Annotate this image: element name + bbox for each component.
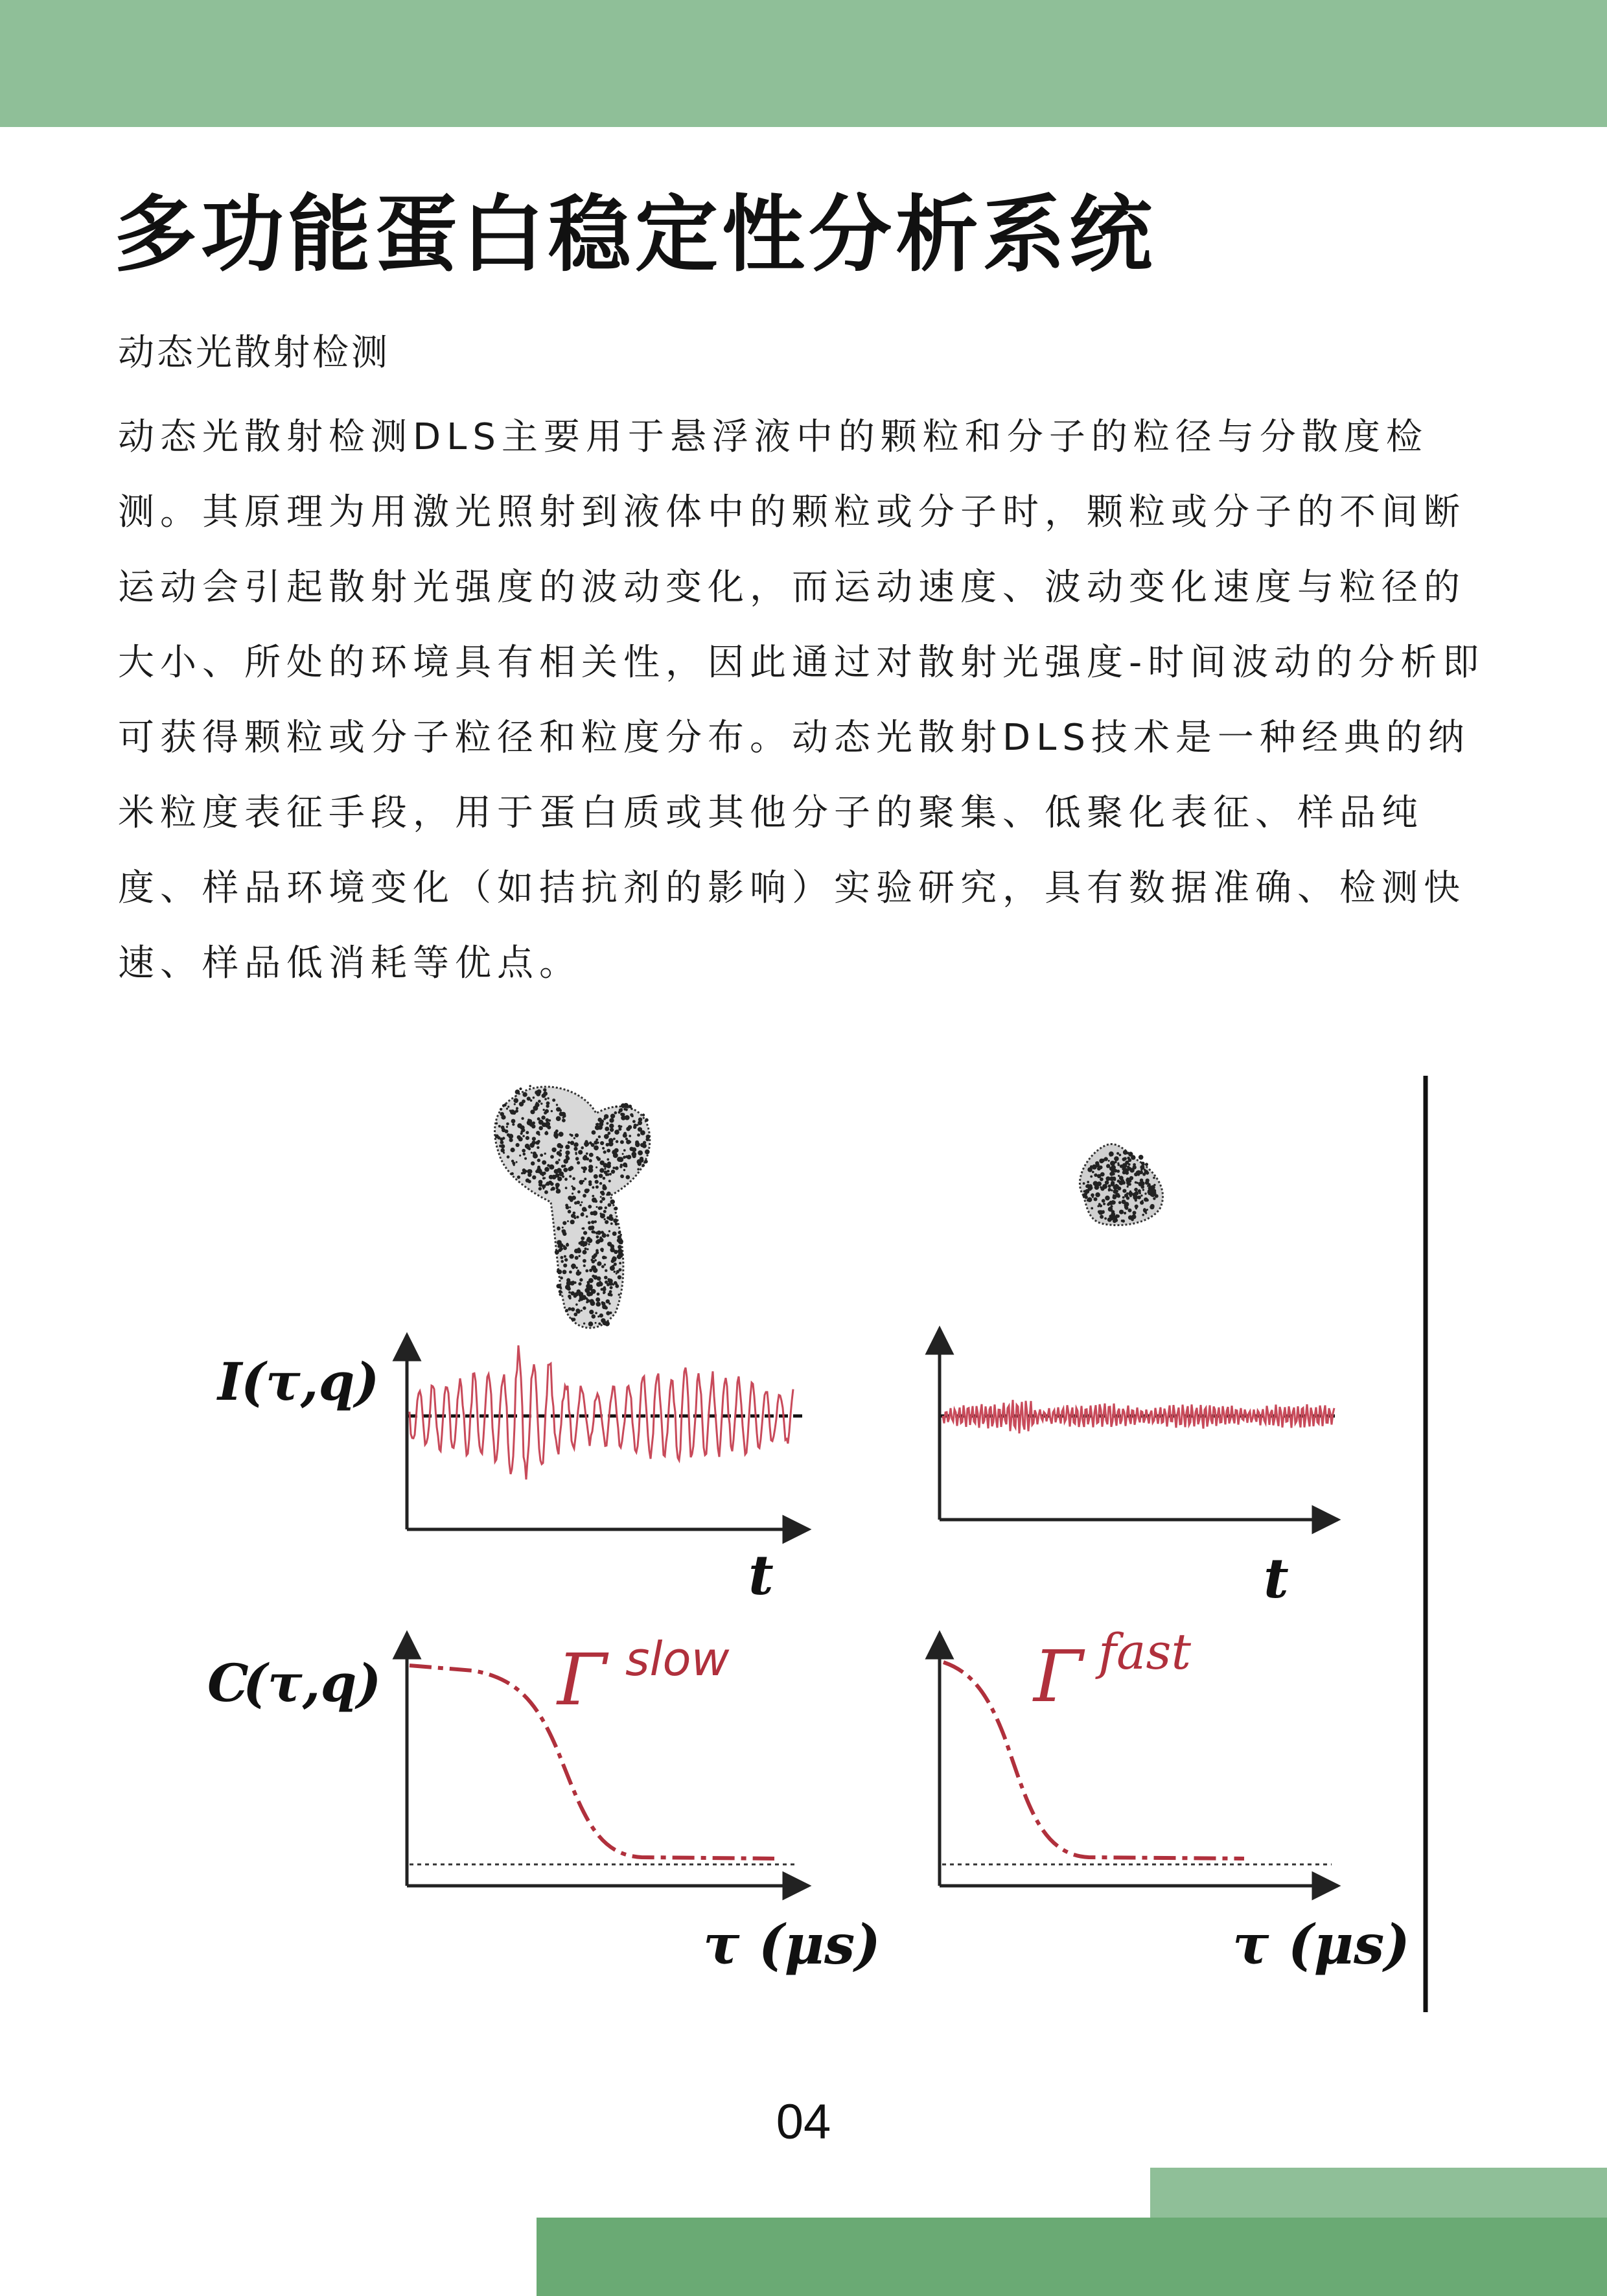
large-protein-icon	[495, 1085, 651, 1328]
body-line-8: 速、样品低消耗等优点。	[118, 942, 581, 984]
gamma-slow-symbol: Γ	[557, 1638, 607, 1721]
section-heading: 动态光散射检测	[118, 332, 390, 374]
top-decorative-band	[0, 0, 1607, 127]
dls-figure-svg	[168, 1063, 1451, 2022]
small-protein-icon	[1080, 1144, 1162, 1225]
intensity-fast-signal	[943, 1400, 1334, 1433]
correlation-fast-decay	[943, 1662, 1244, 1859]
intensity-slow-signal	[410, 1345, 793, 1479]
body-line-2: 测。其原理为用激光照射到液体中的颗粒或分子时，颗粒或分子的不间断	[118, 491, 1466, 533]
time-axis-label-left: t	[748, 1543, 774, 1607]
tau-axis-label-left: τ (μs)	[703, 1912, 881, 1977]
body-line-6: 米粒度表征手段，用于蛋白质或其他分子的聚集、低聚化表征、样品纯	[118, 792, 1424, 834]
slow-label: slow	[625, 1632, 730, 1686]
gamma-fast-symbol: Γ	[1034, 1635, 1083, 1718]
dls-figure	[168, 1063, 1451, 2022]
correlation-label-args: (τ,q)	[243, 1652, 382, 1713]
body-line-3: 运动会引起散射光强度的波动变化，而运动速度、波动变化速度与粒径的	[118, 566, 1466, 609]
page-title: 多功能蛋白稳定性分析系统	[114, 187, 1157, 283]
time-axis-label-right: t	[1264, 1546, 1289, 1610]
fast-label: fast	[1098, 1623, 1191, 1680]
intensity-label-args: (τ,q)	[241, 1351, 380, 1412]
body-paragraph	[118, 400, 1492, 1001]
page-number: 04	[776, 2094, 831, 2150]
body-line-7: 度、样品环境变化（如拮抗剂的影响）实验研究，具有数据准确、检测快	[118, 867, 1466, 909]
tau-axis-label-right: τ (μs)	[1232, 1912, 1411, 1977]
bottom-decorative-band-dark	[537, 2218, 1607, 2296]
body-line-4: 大小、所处的环境具有相关性，因此通过对散射光强度-时间波动的分析即	[118, 642, 1485, 684]
bottom-decorative-band-light	[1150, 2168, 1607, 2220]
correlation-label-symbol: C	[207, 1652, 249, 1713]
intensity-label-symbol: I	[218, 1351, 242, 1412]
body-line-5: 可获得颗粒或分子粒径和粒度分布。动态光散射DLS技术是一种经典的纳	[118, 717, 1470, 759]
body-line-1: 动态光散射检测DLS主要用于悬浮液中的颗粒和分子的粒径与分散度检	[118, 416, 1428, 458]
